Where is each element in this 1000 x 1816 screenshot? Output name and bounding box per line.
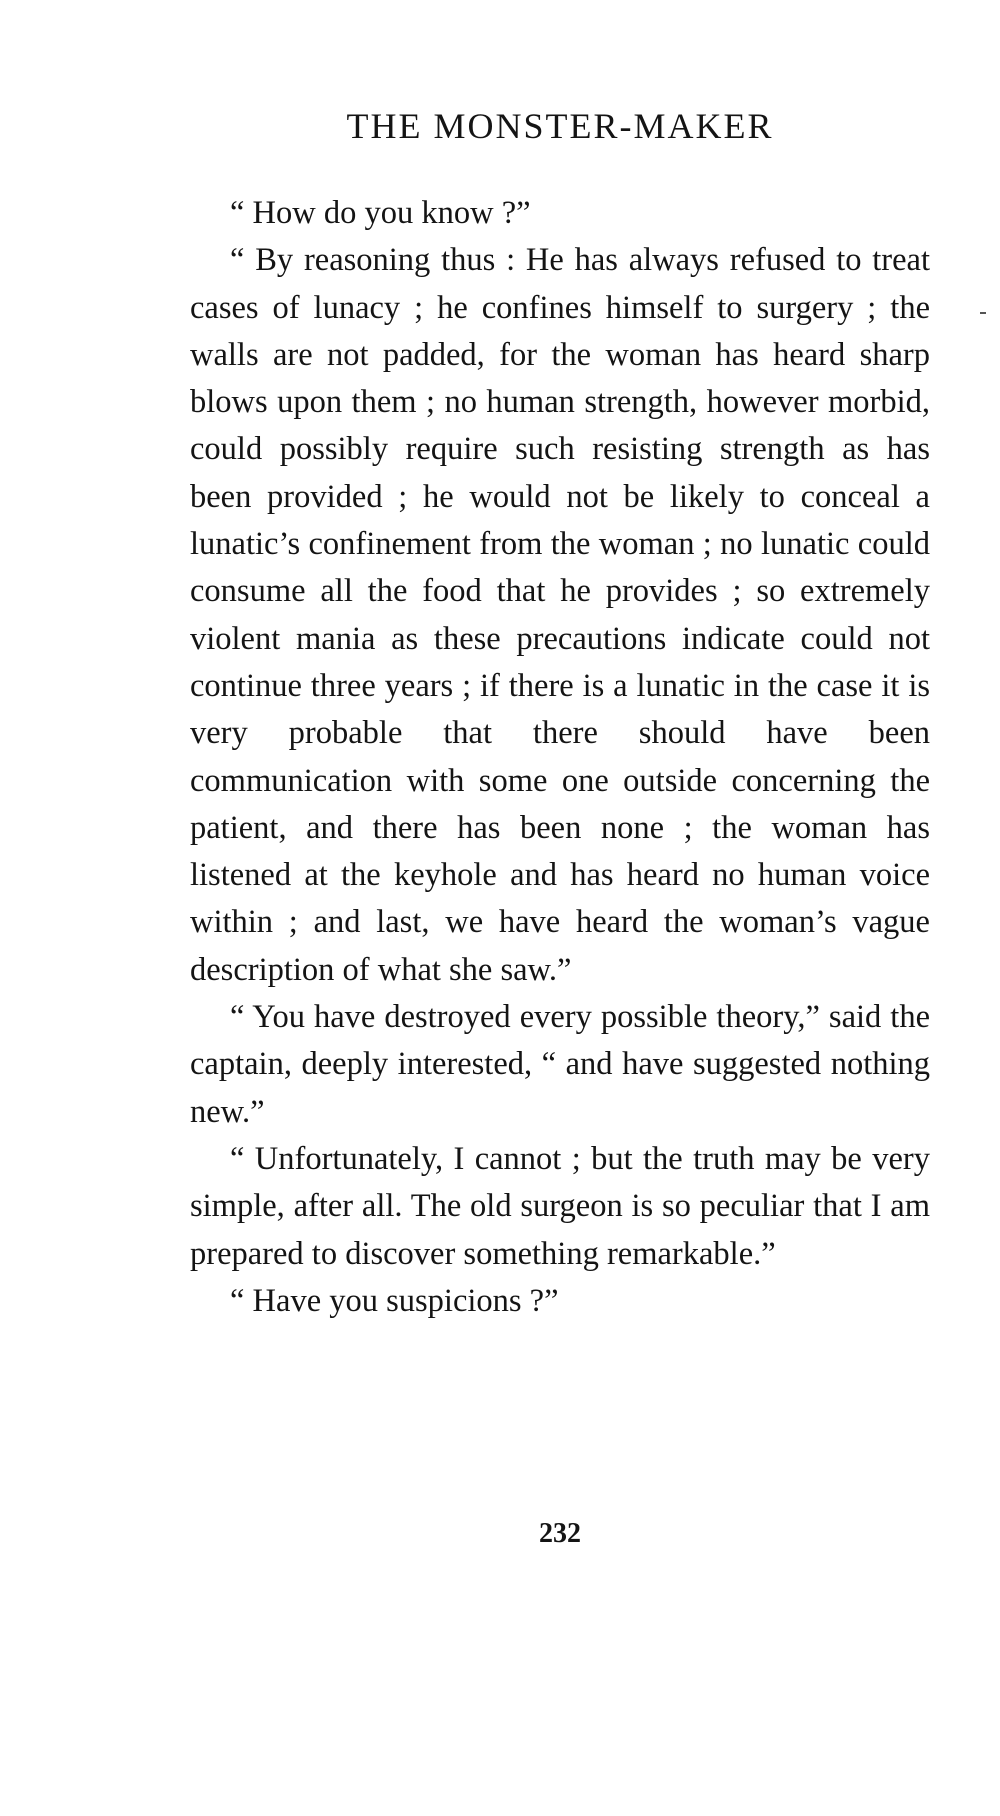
paragraph-unfortunately: “ Unfortunately, I cannot ; but the truth may be very simple, after all. The old surgeon is so peculiar that I am prepared to discover something remarkable.” [190, 1140, 930, 1272]
paragraph-captain-reply: “ You have destroyed every possible theory,” said the captain, deeply interested, “ and have suggested nothing new.” [190, 999, 930, 1130]
running-head: THE MONSTER-MAKER [346, 106, 774, 146]
page-number: 232 [539, 1518, 581, 1549]
paragraph-suspicions: “ Have you suspicions ?” [230, 1282, 559, 1319]
body-text [190, 190, 930, 1325]
margin-mark [980, 312, 986, 314]
paragraph-reasoning: “ By reasoning thus : He has always refused to treat cases of lunacy ; he confines himself to surgery ; the walls are not padded, for the woman has heard sharp blows upon them ; no human strength, however morbid, could possibly require such resisting strength as has been provided ; he would not be likely to conceal a lunatic’s confinement from the woman ; no lunatic could consume all the food that he provides ; so extremely violent mania as these precautions indicate could not continue three years ; if there is a lunatic in the case it is very probable that there should have been communication with some one outside concerning the patient, and there has been none ; the woman has listened at the keyhole and has heard no human voice within ; and last, we have heard the woman’s vague description of what she saw.” [190, 242, 930, 988]
paragraph-how-do-you-know: “ How do you know ?” [230, 195, 531, 231]
